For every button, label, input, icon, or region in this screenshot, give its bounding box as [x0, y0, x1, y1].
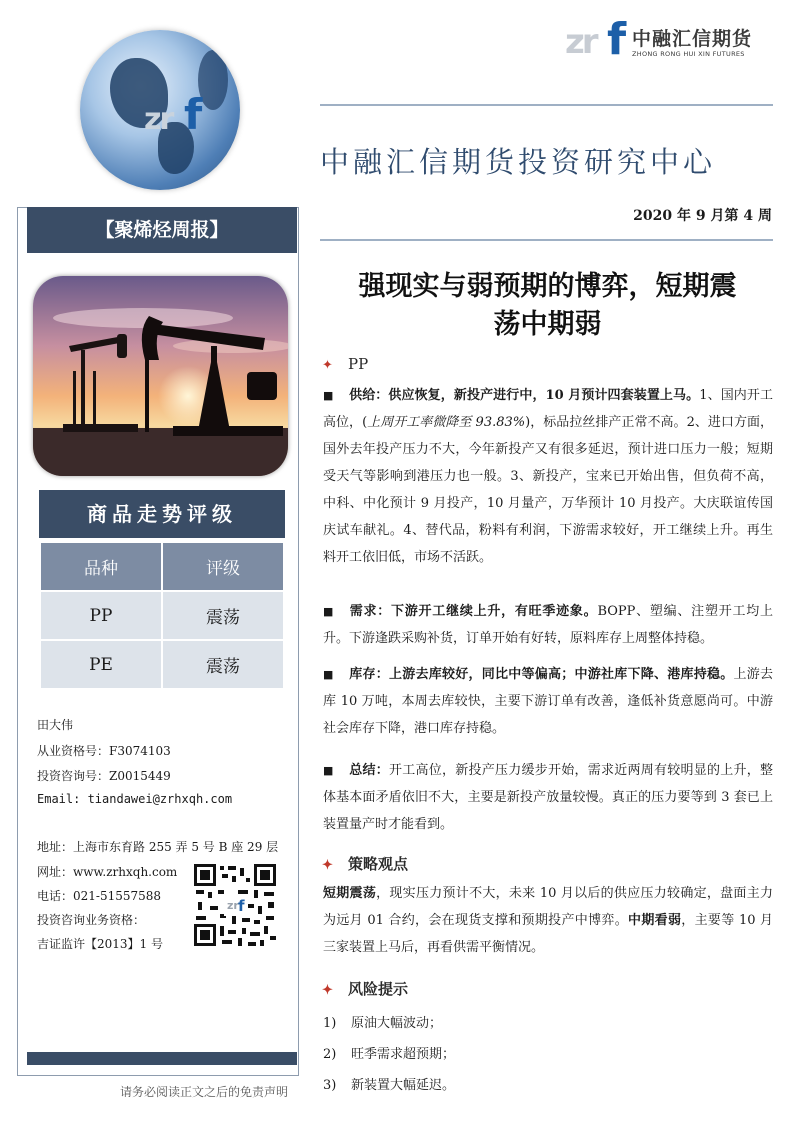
qr-code-graphic	[192, 862, 278, 948]
rating-value: 震荡	[163, 592, 283, 639]
strategy-text2: ，主要等 10 月三家装置上马后，再看供需平衡情况。	[323, 913, 773, 955]
sidebar-footer-bar	[27, 1052, 297, 1065]
summary-heading: 总结：	[349, 763, 389, 778]
header-rule	[320, 104, 773, 106]
list-item	[323, 1074, 455, 1093]
table-row	[41, 592, 283, 639]
company-phone: 电话：021-51557588	[37, 889, 162, 903]
strategy-paragraph	[323, 880, 773, 961]
logo-name-en: ZHONG RONG HUI XIN FUTURES	[632, 50, 745, 58]
globe-landmass	[198, 50, 228, 110]
report-date: 2020 年 9 月第 4 周	[633, 208, 772, 224]
oil-pump-illustration	[33, 276, 288, 476]
date-rule	[320, 239, 773, 241]
analyst-name: 田大伟	[37, 718, 74, 732]
square-bullet-icon: ■	[323, 668, 334, 681]
oil-pump-photo	[33, 276, 288, 476]
analyst-consult-no: 投资咨询号：Z0015449	[37, 769, 171, 783]
company-address: 地址：上海市东育路 255 弄 5 号 B 座 29 层	[37, 840, 279, 854]
disclaimer-note: 请务必阅读正文之后的免责声明	[120, 1085, 289, 1099]
report-title	[320, 268, 775, 344]
section-pp	[322, 355, 368, 373]
rating-title: 商品走势评级	[39, 490, 285, 538]
demand-text: BOPP、塑编、注塑开工均上升。下游逢跌采购补货，订单开始有好转，原料库存上周整体持稳。	[323, 604, 773, 646]
list-item	[323, 1012, 442, 1031]
research-center-title: 中融汇信期货投资研究中心	[320, 145, 717, 179]
section-marker-icon: ✦	[322, 858, 333, 873]
section-marker-icon: ✦	[322, 983, 333, 998]
inventory-text: 上游去库 10 万吨，本周去库较快，主要下游订单有改善，逢低补货意愿尚可。中游社会库存下降，港口库存持稳。	[323, 667, 773, 736]
square-bullet-icon: ■	[323, 389, 334, 402]
risk-number: 2)	[323, 1047, 337, 1062]
globe-logo	[80, 30, 240, 190]
license-number: 吉证监许【2013】1 号	[37, 937, 163, 951]
rating-value: 震荡	[163, 641, 283, 688]
strategy-text1: ，现实压力预计不大，未来 10 月以后的供应压力较确定，盘面主力为远月 01 合约，会在现货支撑和预期投产中博弈。	[323, 886, 773, 928]
section-pp-label: PP	[348, 355, 369, 373]
inventory-paragraph	[323, 661, 773, 742]
strategy-short-term: 短期震荡	[323, 886, 377, 901]
qr-code[interactable]	[192, 862, 278, 948]
analyst-email[interactable]: Email: tiandawei@zrhxqh.com	[37, 792, 233, 806]
supply-heading: 供给：供应恢复，新投产进行中，10 月预计四套装置上马。	[349, 388, 700, 403]
supply-text2: )，标品拉丝排产正常不高。2、进口方面，国外去年投产压力不大，今年新投产又有很多延迟，预计进口压力一般；短期受天气等影响到港压力也一般。3、新投产，宝来已开始出售，但负荷不高，中科、中化预计 9 月投产，10 月量产，万华预计 10 月投产。大庆联谊传国庆试车献礼。4、替代品，粉料有利润，下游需求较好，开工继续上升。再生料开工依旧低，市场不活跃。	[323, 415, 774, 565]
analyst-qualification: 从业资格号：F3074103	[37, 744, 171, 758]
supply-text1: 1、国内开工高位，(	[323, 388, 773, 430]
table-row	[41, 641, 283, 688]
logo-mark-zr: zr	[565, 22, 596, 62]
rating-header-rating: 评级	[163, 543, 283, 590]
section-marker-icon: ✦	[322, 358, 333, 373]
company-website[interactable]: 网址：www.zrhxqh.com	[37, 865, 178, 879]
logo-mark-f: f	[607, 14, 627, 65]
summary-text: 开工高位，新投产压力缓步开始，需求近两周有较明显的上升，整体基本面矛盾依旧不大，主要是新投产放量较慢。真正的压力要等到 3 套已上装置量产时才能看到。	[323, 763, 773, 832]
section-strategy-label: 策略观点	[348, 855, 409, 873]
risk-text: 原油大幅波动；	[351, 1016, 443, 1031]
report-type-banner: 【聚烯烃周报】	[27, 207, 297, 253]
section-risk-label: 风险提示	[348, 980, 409, 998]
svg-text:f: f	[238, 897, 245, 915]
demand-paragraph	[323, 598, 773, 652]
svg-text:zr: zr	[227, 899, 239, 912]
square-bullet-icon: ■	[323, 605, 334, 618]
rating-product: PE	[41, 641, 161, 688]
rating-header-product: 品种	[41, 543, 161, 590]
risk-number: 3)	[323, 1078, 337, 1093]
summary-paragraph	[323, 757, 773, 838]
risk-text: 新装置大幅延迟。	[351, 1078, 456, 1093]
square-bullet-icon: ■	[323, 764, 334, 777]
section-risk	[322, 978, 408, 999]
demand-heading: 需求：下游开工继续上升，有旺季迹象。	[349, 604, 598, 619]
section-strategy	[322, 853, 408, 874]
globe-mark-f: f	[184, 90, 203, 139]
report-title-line2: 荡中期弱	[493, 309, 602, 340]
strategy-mid-term: 中期看弱	[628, 913, 682, 928]
rating-product: PP	[41, 592, 161, 639]
report-title-line1: 强现实与弱预期的博弈，短期震	[358, 271, 737, 302]
risk-number: 1)	[323, 1016, 337, 1031]
list-item	[323, 1043, 455, 1062]
supply-paragraph	[323, 382, 773, 571]
company-logo	[565, 14, 775, 65]
supply-italic: 上周开工率微降至 93.83%	[367, 415, 526, 430]
rating-table	[39, 541, 285, 690]
logo-name-cn: 中融汇信期货	[632, 28, 753, 50]
inventory-heading: 库存：上游去库较好，同比中等偏高；中游社库下降、港库持稳。	[349, 667, 734, 682]
license-label: 投资咨询业务资格：	[37, 913, 146, 927]
globe-mark-zr: zr	[144, 102, 173, 137]
risk-text: 旺季需求超预期；	[351, 1047, 456, 1062]
